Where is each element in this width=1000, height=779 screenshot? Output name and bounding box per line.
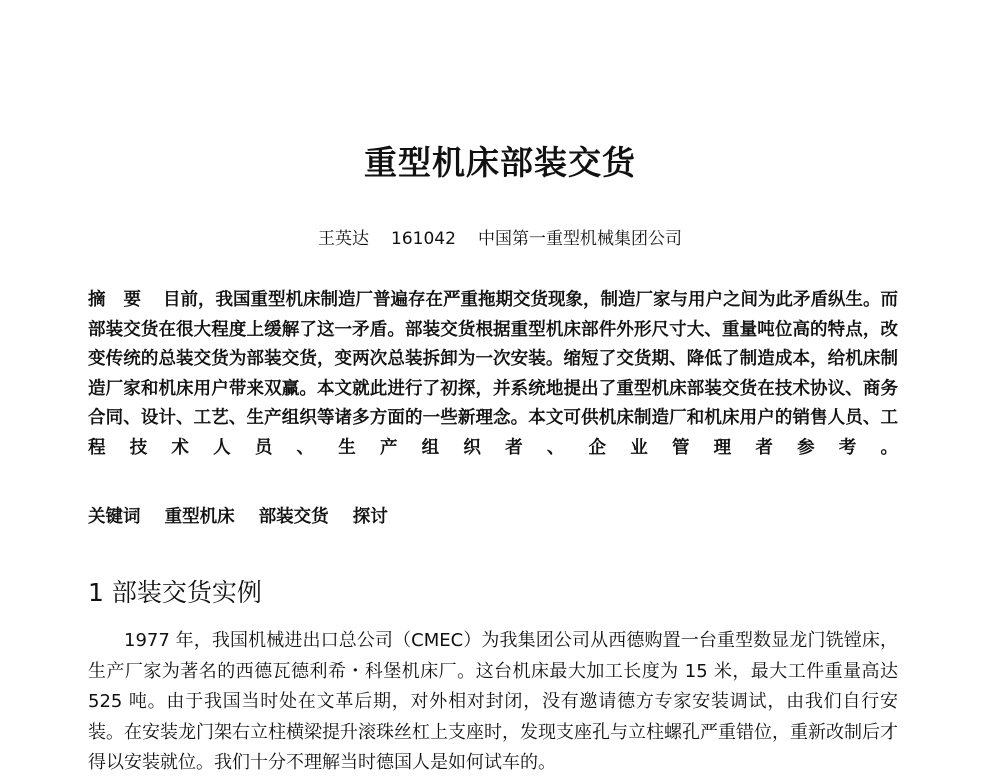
keyword-item: 重型机床 [164,507,235,527]
keywords [88,505,406,529]
author-name: 王英达 [318,229,370,249]
abstract [88,286,898,463]
keyword-item: 探讨 [352,507,388,527]
page-title: 重型机床部装交货 [364,143,636,182]
section-heading: 1 部装交货实例 [88,578,262,607]
abstract-text: 目前，我国重型机床制造厂普遍存在严重拖期交货现象，制造厂家与用户之间为此矛盾纵生。而部装交货在很大程度上缓解了这一矛盾。部装交货根据重型机床部件外形尺寸大、重量吨位高的特点，改变传统的总装交货为部装交货，变两次总装拆卸为一次安装。缩短了交货期、降低了制造成本，给机床制造厂家和机床用户带来双赢。本文就此进行了初探，并系统地提出了重型机床部装交货在技术协议、商务合同、设计、工艺、生产组织等诸多方面的一些新理念。本文可供机床制造厂和机床用户的销售人员、工程技术人员、生产组织者、企业管理者参考。 [88,290,898,458]
body-paragraph: 1977 年，我国机械进出口总公司（CMEC）为我集团公司从西德购置一台重型数显龙门铣镗床，生产厂家为著名的西德瓦德利希・科堡机床厂。这台机床最大加工长度为 15 米，最大工件重量高达 525 吨。由于我国当时处在文革后期，对外相对封闭，没有邀请德方专家安装调试，由我们自行安装。在安装龙门架右立柱横梁提升滚珠丝杠上支座时，发现支座孔与立柱螺孔严重错位，重新改制后才得以安装就位。我们十分不理解当时德国人是如何试车的。 [88,630,898,773]
author-line [0,228,1000,250]
author-postal-code: 161042 [391,229,456,249]
abstract-label: 摘要 [88,290,159,310]
keywords-label: 关键词 [88,507,141,527]
author-affiliation: 中国第一重型机械集团公司 [477,229,682,249]
keyword-item: 部装交货 [258,507,329,527]
